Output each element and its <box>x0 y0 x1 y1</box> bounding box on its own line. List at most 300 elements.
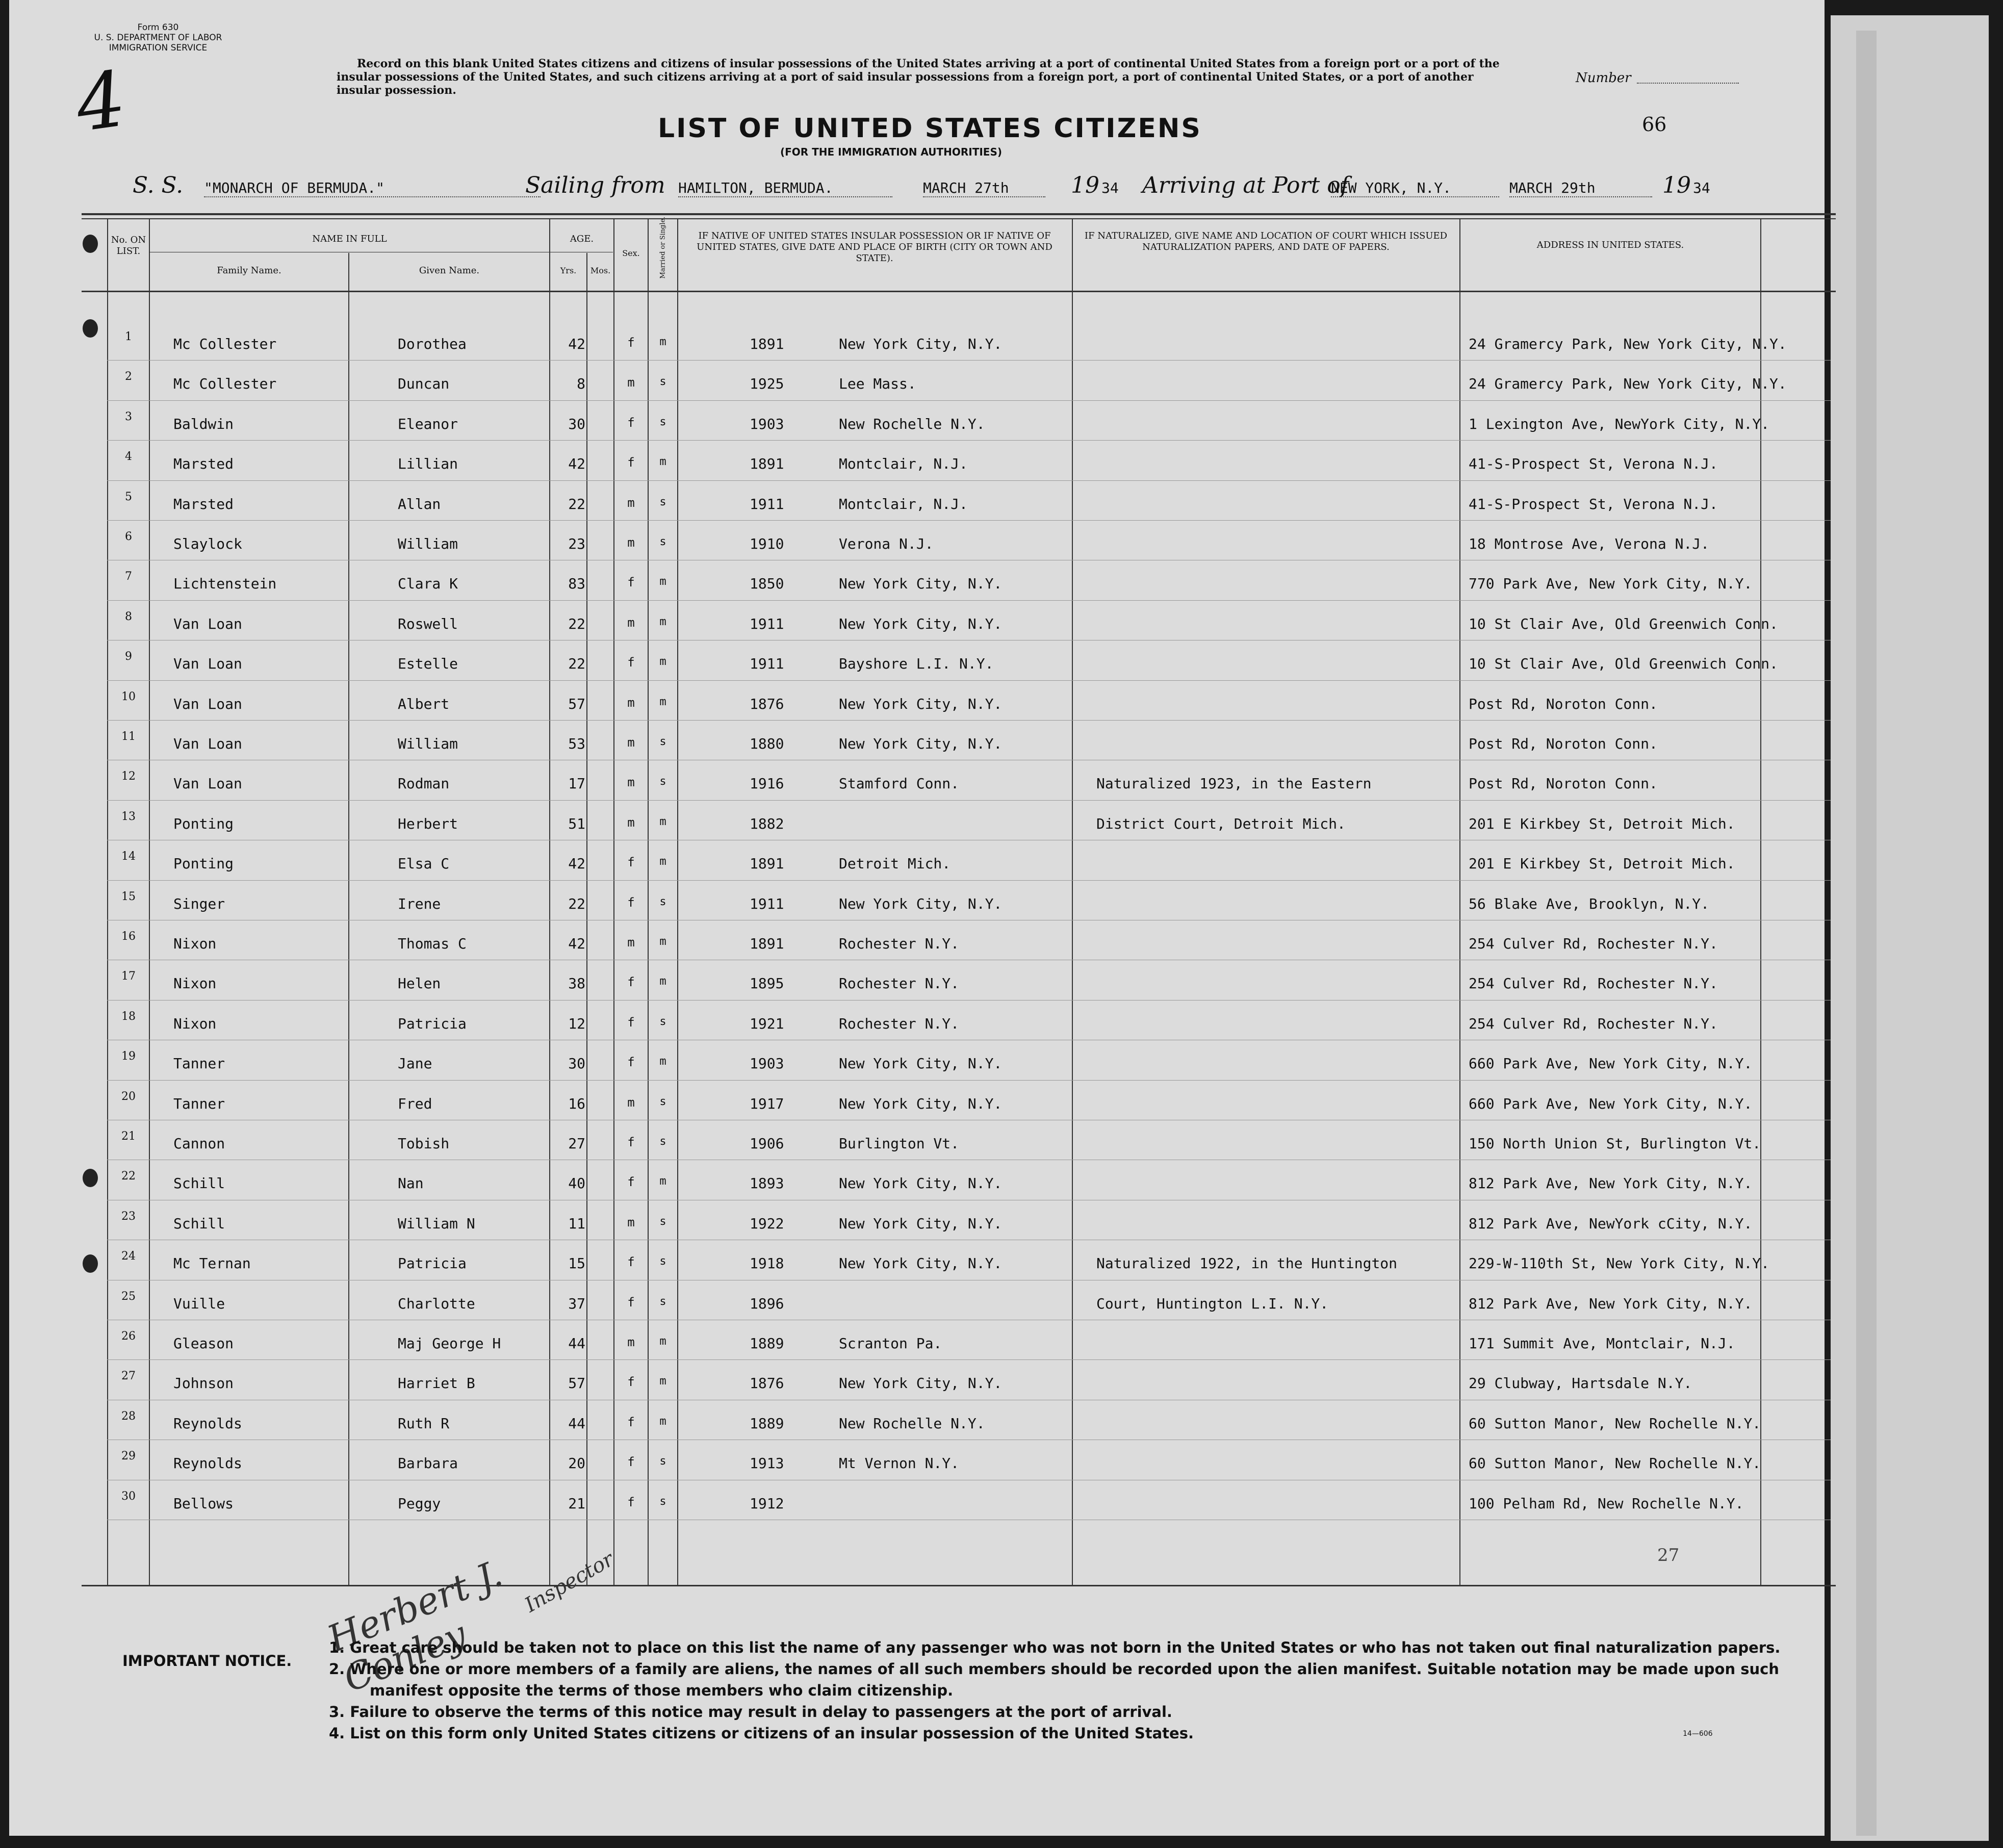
cell-family-name: Nixon <box>173 935 217 952</box>
cell-given-name: Albert <box>398 695 450 712</box>
cell-given-name: William <box>398 735 458 752</box>
cell-address: 24 Gramercy Park, New York City, N.Y. <box>1469 375 1787 393</box>
cell-address: 812 Park Ave, New York City, N.Y. <box>1469 1295 1753 1312</box>
cell-family-name: Baldwin <box>173 415 234 432</box>
voyage-line <box>133 172 1764 208</box>
cell-given-name: Elsa C <box>398 855 450 872</box>
cell-birth-year: 1889 <box>750 1415 784 1432</box>
header-name-in-full: NAME IN FULL <box>312 234 387 244</box>
header-no: No. ON LIST. <box>111 235 146 256</box>
cell-marital: s <box>659 1095 666 1108</box>
cell-marital: s <box>659 495 666 508</box>
cell-address: 254 Culver Rd, Rochester N.Y. <box>1469 1015 1718 1032</box>
passenger-row <box>0 521 1836 562</box>
cell-birth-place: Mt Vernon N.Y. <box>839 1455 960 1472</box>
cell-given-name: Irene <box>398 895 441 912</box>
cell-list-no: 1 <box>125 330 132 343</box>
cell-marital: s <box>659 735 666 748</box>
cell-marital: m <box>659 336 666 348</box>
cell-family-name: Lichtenstein <box>173 575 277 593</box>
cell-given-name: Thomas C <box>398 935 467 952</box>
page-subtitle: (FOR THE IMMIGRATION AUTHORITIES) <box>780 146 1003 158</box>
cell-given-name: Maj George H <box>398 1335 501 1352</box>
cell-birth-year: 1921 <box>750 1015 784 1032</box>
cell-marital: s <box>659 1255 666 1268</box>
cell-age: 22 <box>568 495 585 512</box>
cell-birth-place: New York City, N.Y. <box>839 1175 1003 1192</box>
cell-family-name: Ponting <box>173 855 234 872</box>
cell-age: 42 <box>568 455 585 473</box>
cell-list-no: 22 <box>121 1170 136 1183</box>
cell-given-name: Jane <box>398 1055 432 1072</box>
cell-sex: f <box>627 1415 635 1429</box>
cell-family-name: Marsted <box>173 455 234 473</box>
cell-list-no: 28 <box>121 1409 136 1423</box>
cell-family-name: Cannon <box>173 1135 225 1152</box>
cell-family-name: Mc Ternan <box>173 1255 251 1272</box>
cell-birth-year: 1918 <box>750 1255 784 1272</box>
cell-sex: f <box>627 1375 635 1390</box>
cell-list-no: 29 <box>121 1450 136 1463</box>
header-married-single: Married or Single. <box>659 216 667 279</box>
passenger-row <box>0 1001 1836 1042</box>
cell-address: 1 Lexington Ave, NewYork City, N.Y. <box>1469 415 1770 432</box>
cell-marital: m <box>659 1415 666 1428</box>
punch-hole <box>83 235 98 253</box>
cell-list-no: 18 <box>121 1010 136 1023</box>
cell-list-no: 10 <box>121 690 136 703</box>
cell-given-name: William <box>398 535 458 552</box>
cell-family-name: Tanner <box>173 1055 225 1072</box>
cell-list-no: 19 <box>121 1050 136 1063</box>
cell-age: 22 <box>568 895 585 912</box>
cell-age: 38 <box>568 975 585 992</box>
cell-family-name: Van Loan <box>173 615 242 632</box>
cell-sex: m <box>627 615 635 630</box>
cell-birth-year: 1891 <box>750 455 784 473</box>
cell-birth-place: New York City, N.Y. <box>839 1095 1003 1112</box>
cell-birth-place: Stamford Conn. <box>839 775 960 792</box>
number-label: Number <box>1576 70 1631 86</box>
page-title: LIST OF UNITED STATES CITIZENS <box>658 113 1202 144</box>
cell-given-name: Tobish <box>398 1135 450 1152</box>
cell-given-name: Dorothea <box>398 336 467 352</box>
cell-marital: m <box>659 815 666 828</box>
cell-birth-place: Montclair, N.J. <box>839 455 968 473</box>
record-instructions: Record on this blank United States citizens and citizens of insular possessions of the United States arriving at a port of continental United States from a foreign port or a port of the insular possessions of the United States, and such citizens arriving at a port of said insular possessions from a foreign port, a port of continental United States, or a port of another insular possession. <box>337 57 1500 97</box>
depart-year: 34 <box>1101 179 1119 196</box>
cell-birth-place: New York City, N.Y. <box>839 615 1003 632</box>
cell-family-name: Van Loan <box>173 655 242 673</box>
passenger-row <box>0 1361 1836 1401</box>
header-sex: Sex. <box>622 248 640 258</box>
cell-marital: m <box>659 975 666 988</box>
cell-birth-year: 1906 <box>750 1135 784 1152</box>
cell-family-name: Mc Collester <box>173 336 277 352</box>
cell-family-name: Van Loan <box>173 775 242 792</box>
cell-birth-place: Montclair, N.J. <box>839 495 968 512</box>
passenger-row <box>0 561 1836 602</box>
cell-address: Post Rd, Noroton Conn. <box>1469 775 1658 792</box>
cell-marital: m <box>659 655 666 669</box>
cell-list-no: 30 <box>121 1490 136 1503</box>
cell-marital: m <box>659 1175 666 1188</box>
cell-list-no: 14 <box>121 850 136 863</box>
cell-address: 171 Summit Ave, Montclair, N.J. <box>1469 1335 1735 1352</box>
cell-sex: f <box>627 1175 635 1190</box>
cell-marital: m <box>659 575 666 588</box>
cell-birth-year: 1891 <box>750 855 784 872</box>
cell-birth-year: 1917 <box>750 1095 784 1112</box>
header-bottom-rule <box>82 291 1836 292</box>
cell-age: 27 <box>568 1135 585 1152</box>
header-naturalized: IF NATURALIZED, GIVE NAME AND LOCATION OF COURT WHICH ISSUED NATURALIZATION PAPERS, AND DATE OF PAPERS. <box>1084 230 1448 252</box>
cell-age: 22 <box>568 655 585 673</box>
table-top-rule-2 <box>82 218 1836 219</box>
cell-birth-year: 1911 <box>750 655 784 673</box>
cell-address: 660 Park Ave, New York City, N.Y. <box>1469 1055 1753 1072</box>
cell-marital: s <box>659 1215 666 1228</box>
cell-sex: f <box>627 415 635 430</box>
cell-address: 660 Park Ave, New York City, N.Y. <box>1469 1095 1753 1112</box>
passenger-row <box>0 1281 1836 1322</box>
cell-marital: m <box>659 1055 666 1068</box>
cell-given-name: Rodman <box>398 775 450 792</box>
notice-item-4: 4. List on this form only United States citizens or citizens of an insular possession of the United States. <box>329 1725 1194 1742</box>
cell-given-name: Clara K <box>398 575 458 593</box>
cell-given-name: Allan <box>398 495 441 512</box>
cell-marital: m <box>659 935 666 948</box>
arriving-label: Arriving at Port of <box>1142 172 1349 198</box>
passenger-row <box>0 481 1836 522</box>
header-age: AGE. <box>570 234 594 244</box>
print-code: 14—606 <box>1683 1730 1713 1738</box>
cell-family-name: Marsted <box>173 495 234 512</box>
cell-given-name: Eleanor <box>398 415 458 432</box>
cell-birth-year: 1916 <box>750 775 784 792</box>
passenger-row <box>0 401 1836 442</box>
cell-birth-place: New York City, N.Y. <box>839 1215 1003 1232</box>
cell-list-no: 11 <box>121 730 136 743</box>
cell-age: 12 <box>568 1015 585 1032</box>
cell-given-name: Ruth R <box>398 1415 450 1432</box>
cell-address: 254 Culver Rd, Rochester N.Y. <box>1469 975 1718 992</box>
passenger-row <box>0 1081 1836 1122</box>
cell-given-name: Charlotte <box>398 1295 475 1312</box>
punch-hole <box>83 319 98 338</box>
cell-naturalization: Naturalized 1922, in the Huntington <box>1096 1255 1398 1272</box>
cell-family-name: Mc Collester <box>173 375 277 393</box>
cell-marital: m <box>659 855 666 868</box>
cell-sex: m <box>627 935 635 949</box>
cell-list-no: 4 <box>125 450 132 464</box>
cell-list-no: 21 <box>121 1130 136 1143</box>
cell-family-name: Singer <box>173 895 225 912</box>
cell-sex: m <box>627 815 635 830</box>
cell-birth-year: 1910 <box>750 535 784 552</box>
arrive-year: 34 <box>1693 179 1710 196</box>
cell-address: 18 Montrose Ave, Verona N.J. <box>1469 535 1710 552</box>
cell-age: 42 <box>568 855 585 872</box>
cell-birth-year: 1876 <box>750 695 784 712</box>
cell-age: 15 <box>568 1255 585 1272</box>
cell-age: 42 <box>568 935 585 952</box>
cell-birth-place: New York City, N.Y. <box>839 735 1003 752</box>
cell-family-name: Reynolds <box>173 1455 242 1472</box>
cell-marital: s <box>659 775 666 788</box>
cell-sex: f <box>627 855 635 870</box>
passenger-row <box>0 601 1836 642</box>
ss-label: S. S. <box>133 172 184 198</box>
cell-marital: s <box>659 1295 666 1308</box>
cell-family-name: Nixon <box>173 1015 217 1032</box>
ship-name: "MONARCH OF BERMUDA." <box>204 179 541 197</box>
cell-address: 56 Blake Ave, Brooklyn, N.Y. <box>1469 895 1710 912</box>
signature-name: Herbert J. Conley <box>321 1552 508 1701</box>
cell-marital: s <box>659 1135 666 1148</box>
cell-given-name: Peggy <box>398 1495 441 1512</box>
cell-marital: s <box>659 535 666 548</box>
arrival-port: NEW YORK, N.Y. <box>1331 179 1499 197</box>
cell-family-name: Van Loan <box>173 735 242 752</box>
passenger-row <box>0 321 1836 362</box>
depart-date: MARCH 27th <box>923 179 1045 197</box>
cell-family-name: Ponting <box>173 815 234 832</box>
cell-birth-year: 1850 <box>750 575 784 593</box>
cell-given-name: Roswell <box>398 615 458 632</box>
cell-list-no: 16 <box>121 930 136 943</box>
cell-list-no: 5 <box>125 490 132 503</box>
cell-marital: s <box>659 375 666 389</box>
cell-given-name: Fred <box>398 1095 432 1112</box>
cell-family-name: Van Loan <box>173 695 242 712</box>
cell-age: 51 <box>568 815 585 832</box>
cell-birth-year: 1922 <box>750 1215 784 1232</box>
cell-naturalization: Court, Huntington L.I. N.Y. <box>1096 1295 1329 1312</box>
notice-item-2-cont: manifest opposite the terms of those members who claim citizenship. <box>370 1682 954 1699</box>
cell-address: 201 E Kirkbey St, Detroit Mich. <box>1469 855 1735 872</box>
cell-birth-year: 1880 <box>750 735 784 752</box>
cell-family-name: Schill <box>173 1215 225 1232</box>
header-yrs: Yrs. <box>560 266 577 275</box>
cell-sex: m <box>627 375 635 390</box>
cell-list-no: 9 <box>125 650 132 663</box>
cell-list-no: 8 <box>125 610 132 623</box>
cell-birth-year: 1893 <box>750 1175 784 1192</box>
cell-naturalization: District Court, Detroit Mich. <box>1096 815 1346 832</box>
cell-birth-year: 1882 <box>750 815 784 832</box>
cell-sex: f <box>627 655 635 670</box>
cell-sex: f <box>627 1495 635 1509</box>
cell-sex: f <box>627 455 635 470</box>
passenger-row <box>0 801 1836 842</box>
cell-birth-place: New York City, N.Y. <box>839 695 1003 712</box>
page-edge-strip <box>1856 31 1877 1836</box>
cell-given-name: Helen <box>398 975 441 992</box>
inspector-signature <box>321 1545 632 1701</box>
cell-sex: m <box>627 695 635 710</box>
service-name: IMMIGRATION SERVICE <box>109 43 208 53</box>
cell-birth-place: Lee Mass. <box>839 375 916 393</box>
cell-birth-place: Burlington Vt. <box>839 1135 960 1152</box>
cell-address: 201 E Kirkbey St, Detroit Mich. <box>1469 815 1735 832</box>
passenger-row <box>0 441 1836 482</box>
cell-marital: s <box>659 895 666 908</box>
passenger-row <box>0 681 1836 722</box>
cell-sex: f <box>627 1015 635 1030</box>
cell-given-name: Harriet B <box>398 1375 475 1392</box>
cell-address: 60 Sutton Manor, New Rochelle N.Y. <box>1469 1415 1761 1432</box>
cell-birth-place: New Rochelle N.Y. <box>839 415 985 432</box>
cell-list-no: 15 <box>121 890 136 903</box>
passenger-row <box>0 1161 1836 1201</box>
passenger-row <box>0 1481 1836 1522</box>
notice-list <box>329 1637 1787 1744</box>
cell-birth-year: 1903 <box>750 1055 784 1072</box>
cell-list-no: 13 <box>121 810 136 823</box>
cell-family-name: Bellows <box>173 1495 234 1512</box>
table-top-rule <box>82 213 1836 215</box>
page-number: 66 <box>1642 113 1667 136</box>
cell-given-name: Patricia <box>398 1015 467 1032</box>
cell-list-no: 17 <box>121 970 136 983</box>
passenger-row <box>0 1241 1836 1281</box>
cell-age: 83 <box>568 575 585 593</box>
cell-list-no: 2 <box>125 370 132 383</box>
form-id-block <box>92 22 224 53</box>
cell-marital: m <box>659 455 666 469</box>
department-name: U. S. DEPARTMENT OF LABOR <box>94 33 222 43</box>
cell-given-name: Lillian <box>398 455 458 473</box>
cell-birth-year: 1911 <box>750 615 784 632</box>
punch-hole <box>83 1254 98 1273</box>
arrive-date: MARCH 29th <box>1509 179 1652 197</box>
cell-birth-place: Rochester N.Y. <box>839 935 960 952</box>
cell-address: 254 Culver Rd, Rochester N.Y. <box>1469 935 1718 952</box>
cell-age: 44 <box>568 1415 585 1432</box>
cell-birth-place: Verona N.J. <box>839 535 934 552</box>
signature-title: Inspector <box>521 1547 618 1618</box>
cell-given-name: Duncan <box>398 375 450 393</box>
passenger-row <box>0 1201 1836 1242</box>
header-address: ADDRESS IN UNITED STATES. <box>1536 240 1684 250</box>
cell-family-name: Johnson <box>173 1375 234 1392</box>
cell-address: 10 St Clair Ave, Old Greenwich Conn. <box>1469 615 1778 632</box>
cell-list-no: 26 <box>121 1330 136 1343</box>
cell-address: 24 Gramercy Park, New York City, N.Y. <box>1469 336 1787 352</box>
cell-given-name: William N <box>398 1215 475 1232</box>
cell-age: 30 <box>568 415 585 432</box>
cell-birth-year: 1891 <box>750 336 784 352</box>
passenger-row <box>0 881 1836 922</box>
cell-address: 100 Pelham Rd, New Rochelle N.Y. <box>1469 1495 1744 1512</box>
cell-address: 10 St Clair Ave, Old Greenwich Conn. <box>1469 655 1778 673</box>
cell-sex: f <box>627 1255 635 1270</box>
cell-sex: m <box>627 535 635 550</box>
passenger-row <box>0 1041 1836 1082</box>
form-number: Form 630 <box>137 22 179 33</box>
cell-list-no: 25 <box>121 1290 136 1303</box>
cell-age: 22 <box>568 615 585 632</box>
cell-age: 40 <box>568 1175 585 1192</box>
cell-sex: f <box>627 1055 635 1070</box>
cell-list-no: 27 <box>121 1370 136 1383</box>
cell-age: 21 <box>568 1495 585 1512</box>
cell-age: 37 <box>568 1295 585 1312</box>
passenger-row <box>0 961 1836 1002</box>
cell-address: 41-S-Prospect St, Verona N.J. <box>1469 495 1718 512</box>
cell-sex: f <box>627 1295 635 1310</box>
cell-list-no: 24 <box>121 1250 136 1263</box>
cell-marital: m <box>659 1375 666 1388</box>
cell-birth-year: 1903 <box>750 415 784 432</box>
notice-label: IMPORTANT NOTICE. <box>122 1652 292 1670</box>
cell-marital: s <box>659 1495 666 1508</box>
cell-sex: m <box>627 1335 635 1349</box>
cell-address: Post Rd, Noroton Conn. <box>1469 735 1658 752</box>
cell-age: 30 <box>568 1055 585 1072</box>
page-edge-right <box>1831 15 1989 1841</box>
cell-sex: f <box>627 1455 635 1470</box>
cell-list-no: 6 <box>125 530 132 543</box>
cell-sex: f <box>627 575 635 590</box>
punch-hole <box>83 1169 98 1187</box>
depart-year-prefix: 19 <box>1071 172 1099 198</box>
cell-family-name: Gleason <box>173 1335 234 1352</box>
cell-address: 60 Sutton Manor, New Rochelle N.Y. <box>1469 1455 1761 1472</box>
passenger-row <box>0 1441 1836 1481</box>
cell-age: 42 <box>568 336 585 352</box>
handwritten-mark: 4 <box>70 55 132 149</box>
passenger-row <box>0 761 1836 802</box>
cell-age: 23 <box>568 535 585 552</box>
cell-list-no: 20 <box>121 1090 136 1103</box>
header-given-name: Given Name. <box>419 265 480 276</box>
notice-item-3: 3. Failure to observe the terms of this notice may result in delay to passengers at the port of arrival. <box>329 1703 1172 1721</box>
cell-address: Post Rd, Noroton Conn. <box>1469 695 1658 712</box>
cell-age: 53 <box>568 735 585 752</box>
cell-birth-place: New York City, N.Y. <box>839 1255 1003 1272</box>
cell-marital: s <box>659 1455 666 1468</box>
cell-address: 812 Park Ave, NewYork cCity, N.Y. <box>1469 1215 1753 1232</box>
cell-naturalization: Naturalized 1923, in the Eastern <box>1096 775 1372 792</box>
cell-birth-year: 1912 <box>750 1495 784 1512</box>
cell-sex: f <box>627 975 635 990</box>
notice-item-1: 1. Great care should be taken not to place on this list the name of any passenger who was not born in the United States or who has not taken out final naturalization papers. <box>329 1639 1781 1656</box>
cell-given-name: Patricia <box>398 1255 467 1272</box>
cell-sex: m <box>627 1215 635 1229</box>
header-family-name: Family Name. <box>217 265 281 276</box>
passenger-row <box>0 1321 1836 1362</box>
cell-marital: m <box>659 615 666 628</box>
cell-age: 20 <box>568 1455 585 1472</box>
cell-age: 57 <box>568 695 585 712</box>
cell-list-no: 12 <box>121 770 136 783</box>
cell-birth-place: New York City, N.Y. <box>839 895 1003 912</box>
cell-sex: f <box>627 336 635 350</box>
sailing-label: Sailing from <box>525 172 665 198</box>
cell-family-name: Slaylock <box>173 535 242 552</box>
cell-list-no: 3 <box>125 410 132 423</box>
cell-birth-place: New York City, N.Y. <box>839 1375 1003 1392</box>
cell-sex: f <box>627 1135 635 1149</box>
cell-birth-year: 1911 <box>750 895 784 912</box>
cell-age: 11 <box>568 1215 585 1232</box>
cell-marital: m <box>659 695 666 708</box>
cell-birth-place: New York City, N.Y. <box>839 575 1003 593</box>
arrive-year-prefix: 19 <box>1662 172 1691 198</box>
header-mos: Mos. <box>590 266 611 275</box>
